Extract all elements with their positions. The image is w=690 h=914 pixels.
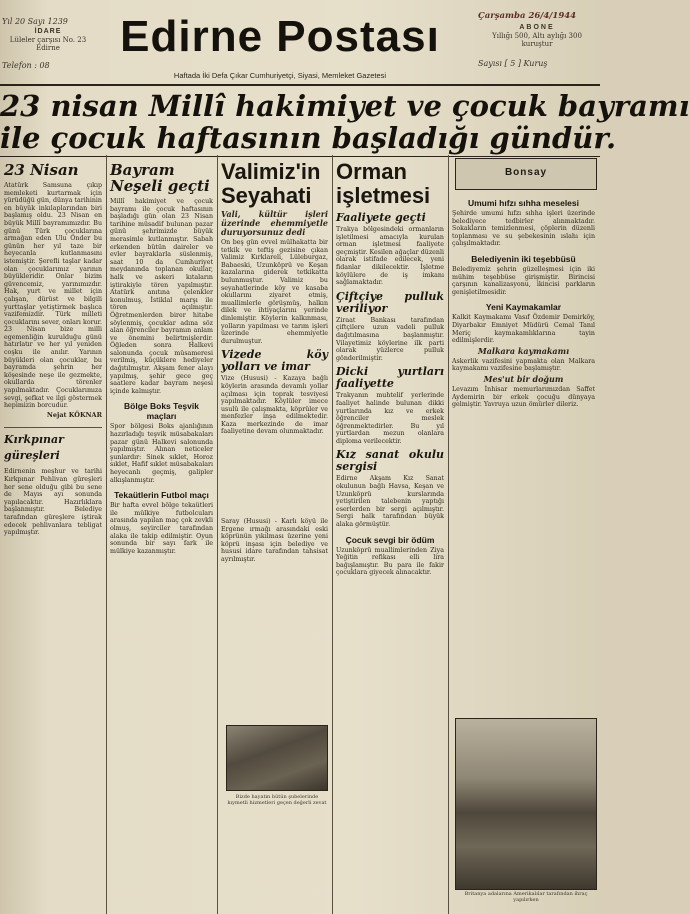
- issue-date: Çarşamba 26/4/1944: [478, 11, 577, 21]
- article-headline: Bayram Neşeli geçti: [110, 161, 210, 195]
- article-body: Saray (Hususi) - Karlı köyü ile Ergene ırmağı arasındaki eski köprünün yıkılması üzerine yeni köprü inşası için belediye ve hususi idare tarafından tahsisat ayrılmıştır.: [221, 518, 328, 564]
- article-body: Atatürk Samsuna çıkıp memleketi kurtarmak için yürüdüğü gün, dünya tarihinin en büyük inkılaplarından biri başlamış oldu. 23 Nisan en büyük Millî bayramımızdır. Bu günü Türk çocuklarına armağan eden Ulu Önder bu günün her yıl taze bir heyecanla kutlanmasını istemiştir. Şerefli taşlar kadar olan çocuklarımız yarının büyükleridir. Onlar bizim güvencemiz, yarınımızdır. Hak, yurt ve millet için çalışan, dürüst ve bilgili yurttaşlar yetiştirmek başlıca vazifemizdir. Türk milleti çocuklarını sever, onları korur. 23 Nisan bize milli egemenliğin kurulduğu günü hatırlatır ve her yıl yeniden coşku ile anılır. Yarının büyükleri olan çocuklar, bu bayramda şehrin her köşesinde neşe ile gezmekte, okullarda törenler yapılmaktadır. Çocuklarımıza sevgi, şefkat ve ilgi göstermek hepimizin borcudur.: [4, 182, 102, 410]
- article-body: Edirnenin meşhur ve tarihi Kırkpınar Pehlivan güreşleri her sene olduğu gibi bu sene de Mayıs ayı sonunda yapılacaktır. Hazırlıklara başlanmıştır. Belediye tarafından güreşlere iştirak edecek pehlivanlara tebligat yapılmıştır.: [4, 468, 102, 537]
- column-divider: [106, 155, 107, 914]
- article-body: Millî hakimiyet ve çocuk bayramı ile çocuk haftasının başladığı gün olan 23 Nisan tarihine müsadif bulunan pazar günü şehrimizde büyük merasimle kutlanmıştır. Sabah erkenden bütün daireler ve evler bayraklarla süslenmiş, saat 10 da Cumhuriyet meydanında toplanan okullar, halk ve askeri kıtaların iştirakiyle tören yapılmıştır. Atatürk anıtına çelenkler konulmuş, İstiklal marşı ile tören açılmıştır. Öğretmenlerden birer hitabe söylenmiş, çocuklar adına söz alan öğrenciler bayramın anlam ve önemini belirtmişlerdir. Öğleden sonra Halkevi salonunda çocuk müsameresi verilmiş, küçüklere hediyeler dağıtılmıştır. Akşam fener alayı yapılmış, şehir gece geç saatlere kadar bayram neşesi içinde kalmıştır.: [110, 198, 213, 395]
- subscription-rates: Yıllığı 500, Altı aylığı 300 kuruştur: [492, 32, 582, 48]
- column-divider: [448, 155, 449, 914]
- column-divider: [217, 155, 218, 914]
- article-body: Bir hafta evvel bölge tekaütleri ile mülkiye futbolcuları arasında yapılan maç çok zevkli olmuş, seyirciler tarafından alaka ile takip edilmiştir. Oyun sonunda bir sayı fark ile mülkiye kazanmıştır.: [110, 502, 213, 555]
- article-body: Kalkit Kaymakamı Vasıf Özdemir Demirköy, Diyarbakır Emniyet Müdürü Cemal Tanıl Meriç kaymakamlıklarına tayin edilmişlerdir.: [452, 314, 595, 345]
- photo-caption: Bizde hayatın bütün şubelerinde kıymetli hizmetleri geçen değerli zevat: [227, 794, 327, 806]
- article-headline: Belediyenin iki teşebbüsü: [471, 253, 576, 264]
- column-4: [336, 160, 444, 910]
- article-body: Spor bölgesi Boks ajanlığının hazırladığı teşvik müsabakaları pazar günü Halkevi salonunda yapılmıştır. Alınan neticeler şunlardır: Sinek sıklet, Horoz sıklet, Hafif sıklet müsabakaları heyecanlı geçmiş, galipler alkışlanmıştır.: [110, 423, 213, 484]
- column-5: [452, 192, 595, 712]
- logo-text: Bonsay: [504, 167, 548, 178]
- article-headline: Dicki yurtları faaliyette: [336, 365, 444, 391]
- article-headline: Kız sanat okulu sergisi: [336, 448, 444, 474]
- advertisement-logo: [455, 158, 597, 190]
- phone-number: Telefon : 08: [2, 61, 50, 70]
- article-body: Edirne Akşam Kız Sanat okulunun bağlı Havsa, Keşan ve Uzunköprü kurslarında yetiştirilen talebenin yaptığı eserlerden bir sergi açılmıştır. Sergi halk tarafından büyük alaka görmüştür.: [336, 475, 444, 529]
- article-subheadline: Faaliyete geçti: [336, 211, 426, 224]
- article-headline: Umumi hıfzı sıhha meselesi: [467, 198, 579, 208]
- article-body: Askerlik vazifesini yapmakta olan Malkara kaymakamı vazifesine başlamıştır.: [452, 357, 595, 373]
- article-headline: Malkara kaymakamı: [477, 345, 570, 356]
- column-divider: [332, 155, 333, 914]
- article-body: Levazım İnhisar memurlarımızdan Saffet Aydemirin bir erkek çocuğu dünyaya gelmiştir. Yavruya uzun ömürler dileriz.: [452, 385, 595, 409]
- article-headline: Yeni Kaymakamlar: [485, 302, 562, 313]
- article-body: Uzunköprü muallimlerinden Ziya Yeğitin refikası elli lira bağışlamıştır. Bu para ile fakir çocuklara giyecek alınacaktır.: [336, 546, 444, 577]
- article-headline: Bölge Boks Teşvik maçları: [124, 401, 199, 422]
- banner-headline-1: 23 nisan Millî hakimiyet ve çocuk bayramı: [0, 89, 690, 123]
- masthead-left: [2, 18, 94, 70]
- admin-address: Lüleler çarşısı No. 23 Edirne: [9, 36, 87, 52]
- article-byline: Nejat KÖKNAR: [46, 410, 102, 419]
- portrait-photo: [226, 725, 328, 806]
- article-headline: Mes'ut bir doğum: [483, 373, 564, 384]
- admin-label: İDARE: [34, 28, 62, 35]
- article-body: Belediyemiz şehrin güzelleşmesi için iki mühim teşebbüse girişmiştir. Birincisi çarşının kanalizasyonu, ikincisi parkların genişletilmesidir.: [452, 265, 595, 296]
- headline-rule: [0, 156, 600, 157]
- masthead-rule: [0, 84, 600, 86]
- article-body: Trakya bölgesindeki ormanların işletilmesi amacıyla kurulan orman işletmesi faaliyete geçmiştir. Kesilen ağaçlar düzenli olarak istifade edilecek, yeni fidanlar dikilecektir. İşletme köylülere de iş imkanı sağlamaktadır.: [336, 226, 444, 287]
- article-body: Trakyanın muhtelif yerlerinde faaliyet halinde bulunan dikki yurtlarında kız ve erkek öğrenciler meslek öğrenmektedirler. Bu yıl yurtlardan mezun olanlara diploma verilecektir.: [336, 392, 444, 445]
- ship-photo: [455, 718, 597, 903]
- article-body: Şehirde umumi hıfzı sıhha işleri üzerinde belediyece tedbirler alınmaktadır. Sokakların temizlenmesi, çöplerin düzenli toplanması ve su şebekesinin ıslahı için çalışılmaktadır.: [452, 210, 595, 248]
- article-body: Ziraat Bankası tarafından çiftçilere uzun vadeli pulluk dağıtılmasına başlanmıştır. Vilayetimiz köylerine ilk parti olarak yüzlerce pulluk gönderilmiştir.: [336, 316, 444, 362]
- article-headline: Valimiz'in Seyahati: [221, 159, 321, 208]
- subscription-label: ABONE: [519, 24, 555, 31]
- article-headline: Orman işletmesi: [336, 159, 431, 208]
- newspaper-title: Edirne Postası: [120, 12, 440, 61]
- banner-headline-2: ile çocuk haftasının başladığı gündür.: [0, 121, 617, 155]
- photo-spacer: [221, 436, 328, 518]
- article-headline: Vizede köy yolları ve imar: [221, 348, 328, 374]
- article-headline: Çocuk sevgi bir ödüm: [345, 534, 435, 545]
- article-subheadline: Vali, kültür işleri üzerinde ehemmiyetle duruyorsunuz dedi: [221, 209, 328, 237]
- article-headline: Kırkpınar güreşleri: [4, 427, 102, 464]
- column-2: [110, 160, 213, 910]
- article-headline: Çiftçiye pulluk veriliyor: [336, 289, 444, 315]
- column-1: [4, 160, 102, 910]
- article-body: Vize (Hususi) - Kazaya bağlı köylerin arasında devamlı yollar açılması için toprak tesviyesi yapılmaktadır. Köylüler imece usulü ile çalışmakta, köprüler ve menfezler inşa edilmektedir. Kaza merkezinde de imar faaliyetine devam olunmaktadır.: [221, 375, 328, 436]
- masthead-right: [478, 12, 596, 68]
- newspaper-subtitle: Haftada İki Defa Çıkar Cumhuriyetçi, Siyasi, Memleket Gazetesi: [173, 71, 387, 80]
- photo-caption: Britanya adalarına Amerikalılar tarafından ihraç yapılırken: [464, 891, 588, 903]
- article-body: On beş gün evvel mülhakatta bir tetkik ve teftiş gezisine çıkan Valimiz Kırklareli, Lüleburgaz, Babaeski, Uzunköprü ve Keşan kazalarına giderek tetkikatta bulunmuştur. Valimiz bu seyahatlerinde köy ve kasaba okullarını ziyaret etmiş, muallimlerle görüşmüş, halkın dilek ve ihtiyaçlarını yerinde dinlemiştir. Köylerin kalkınması, yolların yapılması ve tarım işleri üzerinde ehemmiyetle durulmuştur.: [221, 239, 328, 345]
- article-headline: 23 Nisan: [4, 161, 79, 179]
- article-headline: Tekaütlerin Futbol maçı: [114, 490, 209, 501]
- volume-issue: Yıl 20 Sayı 1239: [2, 17, 68, 26]
- issue-price: Sayısı [ 5 ] Kuruş: [478, 59, 548, 68]
